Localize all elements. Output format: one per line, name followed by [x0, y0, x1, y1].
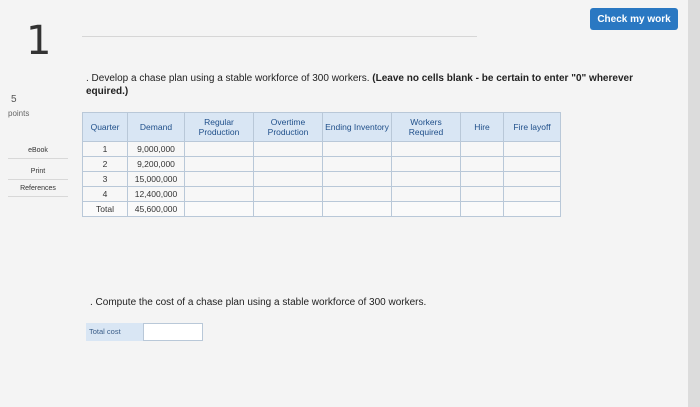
workers-required-input[interactable]	[392, 172, 460, 186]
workers-required-input[interactable]	[392, 157, 460, 171]
header-quarter: Quarter	[83, 113, 128, 142]
points-label: points	[8, 109, 30, 118]
references-link[interactable]: References	[8, 185, 68, 197]
demand-cell: 12,400,000	[128, 187, 185, 202]
header-regular-production: Regular Production	[185, 113, 254, 142]
regular-production-input[interactable]	[185, 172, 253, 186]
header-overtime-production: Overtime Production	[254, 113, 323, 142]
demand-cell: 9,200,000	[128, 157, 185, 172]
overtime-production-input[interactable]	[254, 172, 322, 186]
overtime-production-input[interactable]	[254, 187, 322, 201]
hire-input[interactable]	[461, 142, 503, 156]
ending-inventory-input[interactable]	[323, 157, 391, 171]
instruction-part-b: . Compute the cost of a chase plan using a stable workforce of 300 workers.	[90, 297, 427, 308]
regular-production-input[interactable]	[185, 157, 253, 171]
table-row	[83, 157, 561, 172]
check-my-work-button[interactable]: Check my work	[590, 8, 678, 30]
quarter-cell-total: Total	[83, 202, 128, 217]
regular-production-input[interactable]	[185, 187, 253, 201]
workers-required-input[interactable]	[392, 142, 460, 156]
workers-required-total-input[interactable]	[392, 202, 460, 216]
total-cost-label: Total cost	[86, 323, 143, 341]
header-hire: Hire	[461, 113, 504, 142]
demand-cell-total: 45,600,000	[128, 202, 185, 217]
overtime-production-input[interactable]	[254, 142, 322, 156]
total-cost-row	[86, 323, 203, 341]
fire-layoff-input[interactable]	[504, 172, 560, 186]
quarter-cell: 1	[83, 142, 128, 157]
demand-cell: 9,000,000	[128, 142, 185, 157]
overtime-production-total-input[interactable]	[254, 202, 322, 216]
ebook-link[interactable]: eBook	[8, 147, 68, 159]
hire-input[interactable]	[461, 157, 503, 171]
table-row	[83, 142, 561, 157]
table-header-row	[83, 113, 561, 142]
table-row-total	[83, 202, 561, 217]
divider	[82, 36, 477, 37]
ending-inventory-total-input[interactable]	[323, 202, 391, 216]
instruction-part-a	[86, 72, 676, 98]
hire-input[interactable]	[461, 172, 503, 186]
points-value: 5	[11, 94, 17, 105]
quarter-cell: 2	[83, 157, 128, 172]
table-row	[83, 172, 561, 187]
header-workers-required: Workers Required	[392, 113, 461, 142]
fire-layoff-input[interactable]	[504, 187, 560, 201]
total-cost-input[interactable]	[143, 323, 203, 341]
ending-inventory-input[interactable]	[323, 187, 391, 201]
regular-production-input[interactable]	[185, 142, 253, 156]
instruction-part-a-note: (Leave no cells blank - be certain to enter "0" wherever	[372, 73, 633, 84]
header-demand: Demand	[128, 113, 185, 142]
ending-inventory-input[interactable]	[323, 142, 391, 156]
demand-cell: 15,000,000	[128, 172, 185, 187]
table-row	[83, 187, 561, 202]
header-ending-inventory: Ending Inventory	[323, 113, 392, 142]
hire-input[interactable]	[461, 187, 503, 201]
chase-plan-table	[82, 112, 561, 217]
question-number: 1	[26, 18, 52, 64]
header-fire-layoff: Fire layoff	[504, 113, 561, 142]
instruction-part-a-note-cont: equired.)	[86, 86, 129, 97]
hire-total-input[interactable]	[461, 202, 503, 216]
regular-production-total-input[interactable]	[185, 202, 253, 216]
quarter-cell: 4	[83, 187, 128, 202]
ending-inventory-input[interactable]	[323, 172, 391, 186]
fire-layoff-total-input[interactable]	[504, 202, 560, 216]
instruction-part-a-text: . Develop a chase plan using a stable workforce of 300 workers.	[86, 73, 373, 84]
overtime-production-input[interactable]	[254, 157, 322, 171]
print-link[interactable]: Print	[8, 168, 68, 180]
fire-layoff-input[interactable]	[504, 142, 560, 156]
quarter-cell: 3	[83, 172, 128, 187]
scrollbar-track[interactable]	[688, 0, 700, 407]
workers-required-input[interactable]	[392, 187, 460, 201]
fire-layoff-input[interactable]	[504, 157, 560, 171]
